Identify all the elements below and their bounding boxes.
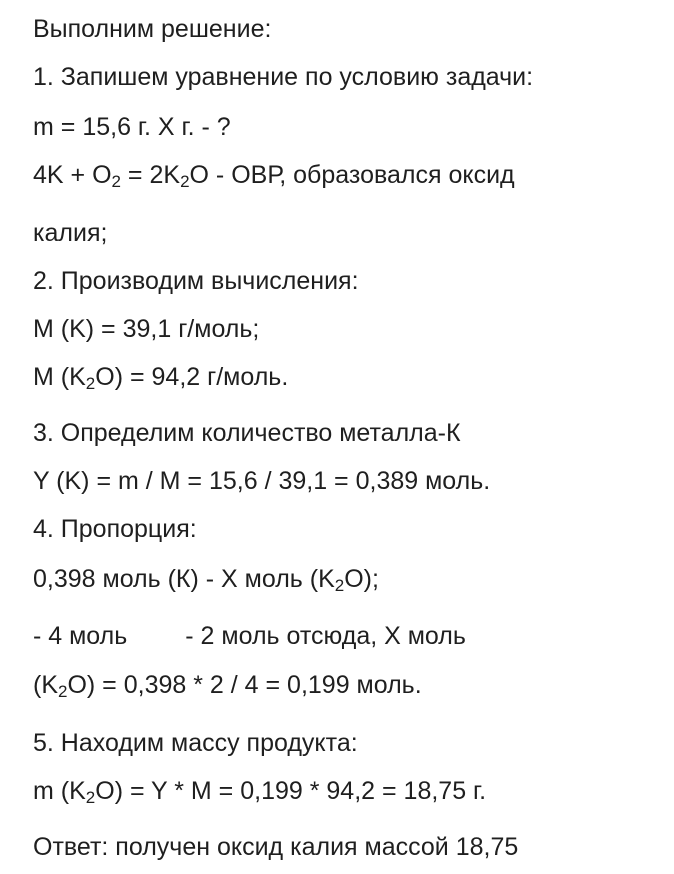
- step5-title: 5. Находим массу продукта:: [33, 729, 358, 757]
- subscript: 2: [85, 788, 96, 807]
- proportion-part: (K: [33, 671, 58, 699]
- answer-text: Ответ: получен оксид калия массой 18,75: [33, 833, 519, 861]
- formula-part: M (K: [33, 363, 86, 391]
- calculation-part: O) = Y * M = 0,199 * 94,2 = 18,75 г.: [95, 777, 487, 805]
- step3-calculation: Y (K) = m / M = 15,6 / 39,1 = 0,389 моль.: [33, 467, 491, 495]
- step1-equation: [33, 160, 515, 190]
- equation-part: 4K + O: [33, 161, 112, 189]
- proportion-line-2: [33, 621, 466, 651]
- formula-part: O) = 94,2 г/моль.: [95, 363, 289, 391]
- proportion-part: - 2 моль отсюда, Х моль: [185, 622, 466, 650]
- step4-title: 4. Пропорция:: [33, 515, 197, 543]
- proportion-part: O);: [344, 565, 379, 593]
- proportion-line-1: [33, 564, 379, 594]
- subscript: 2: [111, 172, 121, 191]
- solution-heading: Выполним решение:: [33, 15, 272, 43]
- step1-equation-continuation: калия;: [33, 219, 108, 247]
- proportion-part: - 4 моль: [33, 622, 128, 650]
- equation-part: O - ОВР, образовался оксид: [189, 161, 515, 189]
- subscript: 2: [58, 682, 68, 701]
- calculation-part: m (K: [33, 777, 86, 805]
- molar-mass-k: M (K) = 39,1 г/моль;: [33, 315, 260, 343]
- subscript: 2: [180, 172, 190, 191]
- step1-given: m = 15,6 г. Х г. - ?: [33, 113, 231, 141]
- equation-part: = 2K: [120, 161, 181, 189]
- proportion-part: O) = 0,398 * 2 / 4 = 0,199 моль.: [67, 671, 422, 699]
- subscript: 2: [85, 374, 96, 393]
- molar-mass-k2o: [33, 362, 288, 392]
- step1-title: 1. Запишем уравнение по условию задачи:: [33, 63, 534, 91]
- step2-title: 2. Производим вычисления:: [33, 267, 359, 295]
- step5-calculation: [33, 776, 486, 806]
- proportion-part: 0,398 моль (К) - Х моль (K: [33, 565, 335, 593]
- proportion-line-3: [33, 670, 422, 700]
- step3-title: 3. Определим количество металла-К: [33, 419, 461, 447]
- subscript: 2: [334, 576, 345, 595]
